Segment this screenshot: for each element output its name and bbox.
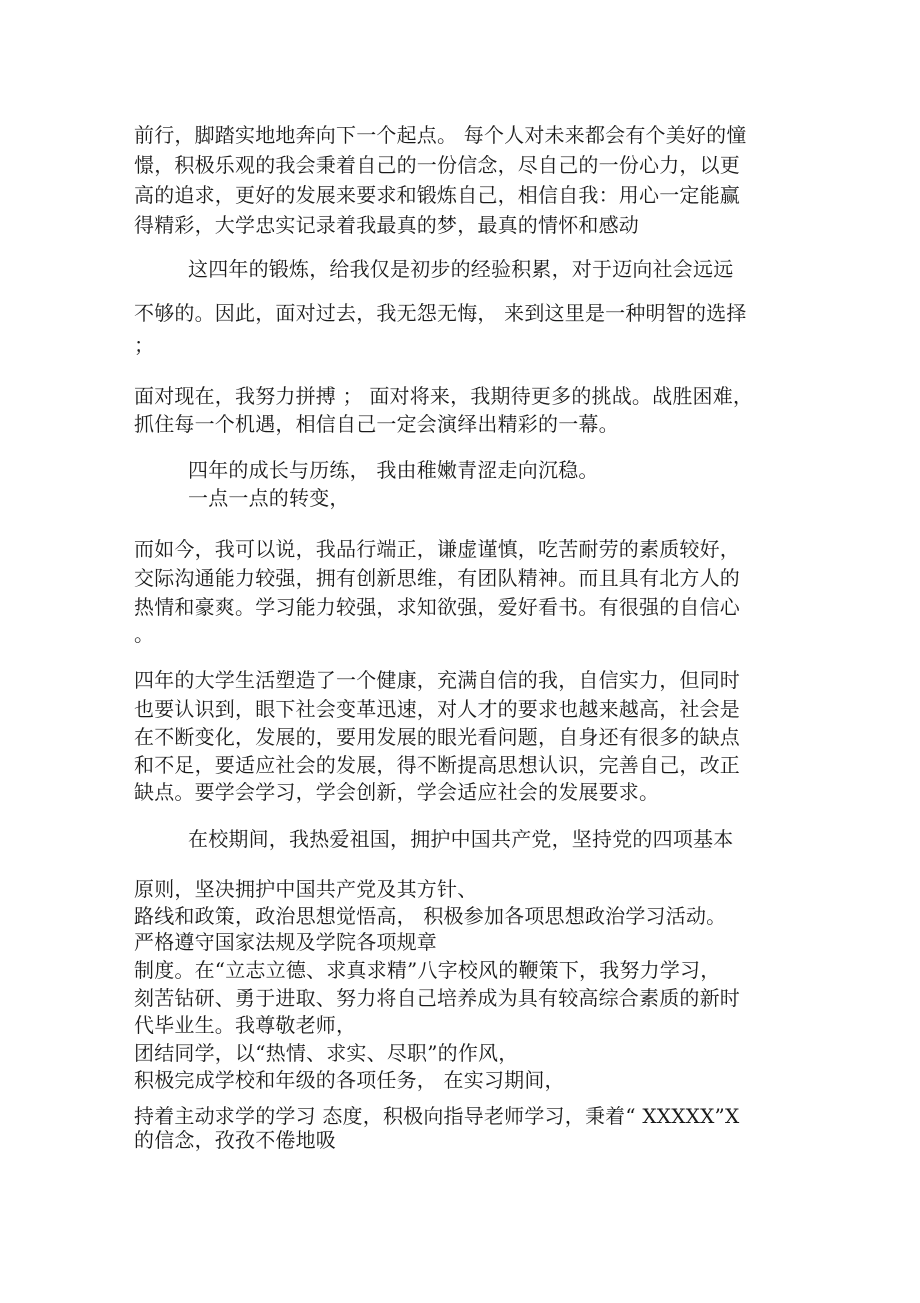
text-line: 在不断变化，发展的，要用发展的眼光看问题，自身还有很多的缺点 [134, 725, 740, 749]
text-line: 代毕业生。我尊敬老师， [134, 1013, 357, 1037]
text-line: 。 [134, 622, 155, 646]
text-line: 前行，脚踏实地地奔向下一个起点。 每个人对未来都会有个美好的憧 [134, 123, 747, 147]
text-line: 面对现在，我努力拼搏 ； 面对将来，我期待更多的挑战。战胜困难， [134, 384, 754, 408]
text-line: 制度。在“立志立德、求真求精”八字校风的鞭策下，我努力学习， [134, 958, 721, 982]
text-line: 交际沟通能力较强，拥有创新思维，有团队精神。而且具有北方人的 [134, 566, 740, 590]
text-line: 缺点。要学会学习，学会创新，学会适应社会的发展要求。 [134, 780, 660, 804]
text-line: 原则，坚决拥护中国共产党及其方针、 [134, 877, 478, 901]
text-line: 高的追求，更好的发展来要求和锻炼自己，相信自我：用心一定能赢 [134, 183, 740, 207]
text-line: 刻苦钻研、勇于进取、努力将自己培养成为具有较高综合素质的新时 [134, 986, 740, 1010]
text-line: ； [134, 333, 155, 357]
text-line: 路线和政策，政治思想觉悟高， 积极参加各项思想政治学习活动。 [134, 904, 727, 928]
text-line: 一点一点的转变， [188, 486, 350, 510]
text-line: 这四年的锻炼，给我仅是初步的经验积累，对于迈向社会远远 [188, 257, 734, 281]
text-line: 得精彩，大学忠实记录着我最真的梦，最真的情怀和感动 [134, 213, 639, 237]
text-line: 抓住每一个机遇，相信自己一定会演绎出精彩的一幕。 [134, 412, 619, 436]
text-line: 而如今，我可以说，我品行端正，谦虚谨慎，吃苦耐劳的素质较好， [134, 537, 740, 561]
text-line: 在校期间，我热爱祖国，拥护中国共产党，坚持党的四项基本 [188, 827, 734, 851]
text-line: 积极完成学校和年级的各项任务， 在实习期间， [134, 1068, 565, 1092]
text-line: 持着主动求学的学习 态度，积极向指导老师学习，秉着“ XXXXX”X [134, 1104, 740, 1128]
text-line: 热情和豪爽。学习能力较强，求知欲强，爱好看书。有很强的自信心 [134, 595, 740, 619]
text-line: 团结同学，以“热情、求实、尽职”的作风， [134, 1041, 519, 1065]
text-line: 不够的。因此，面对过去，我无怨无悔， 来到这里是一种明智的选择 [134, 301, 747, 325]
text-line: 也要认识到，眼下社会变革迅速，对人才的要求也越来越高，社会是 [134, 697, 740, 721]
text-line: 四年的大学生活塑造了一个健康，充满自信的我，自信实力，但同时 [134, 668, 740, 692]
text-line: 严格遵守国家法规及学院各项规章 [134, 930, 437, 954]
text-line: 四年的成长与历练， 我由稚嫩青涩走向沉稳。 [188, 458, 599, 482]
text-line: 的信念，孜孜不倦地吸 [134, 1128, 336, 1152]
text-line: 和不足，要适应社会的发展，得不断提高思想认识，完善自己，改正 [134, 753, 740, 777]
text-line: 憬，积极乐观的我会秉着自己的一份信念，尽自己的一份心力，以更 [134, 153, 740, 177]
